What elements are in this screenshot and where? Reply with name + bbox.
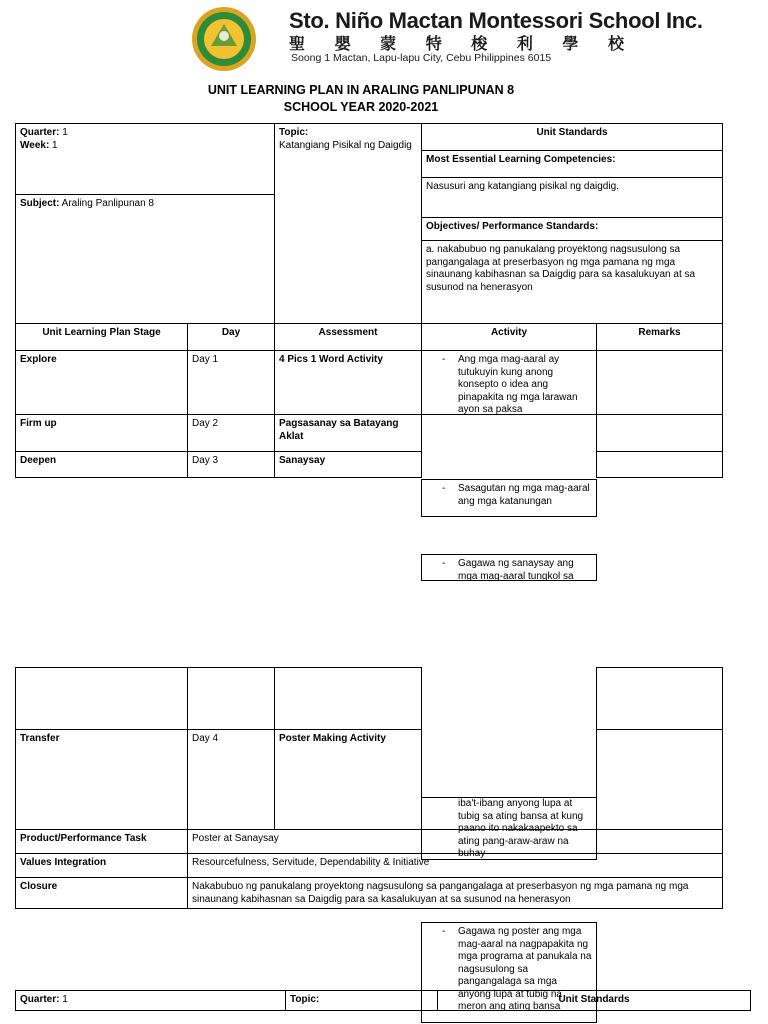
activity-deepen-continued: iba't-ibang anyong lupa at tubig sa ating bansa at kung paano ito nakakaapekto sa ating pang-araw-araw na buhay [421,797,597,860]
remarks-transfer [596,729,723,830]
assessment-transfer: Poster Making Activity [274,729,422,830]
subject-label: Subject: [20,198,60,209]
page3-quarter-cell [15,990,286,1011]
col-header-day: Day [187,323,275,351]
stage-transfer: Transfer [15,729,188,830]
activity-bullet: - [442,558,446,569]
product-label: Product/Performance Task [15,829,188,854]
school-address: Soong 1 Mactan, Lapu-lapu City, Cebu Philippines 6015 [291,52,552,64]
page3-unit-standards: Unit Standards [437,990,751,1011]
school-name: Sto. Niño Mactan Montessori School Inc. [289,8,703,33]
day-4: Day 4 [187,729,275,830]
document-title: UNIT LEARNING PLAN IN ARALING PANLIPUNAN 8 [207,83,515,97]
assessment-explore: 4 Pics 1 Word Activity [274,350,422,415]
subject-value: Araling Panlipunan 8 [59,198,154,209]
activity-deepen [421,554,597,581]
assessment-deepen: Sanaysay [274,451,422,478]
unit-standards-header: Unit Standards [421,123,723,151]
activity-firm-up-text: Sasagutan ng mga mag-aaral ang mga katanungan [458,483,590,507]
page3-quarter-value: 1 [59,994,68,1005]
stage-explore: Explore [15,350,188,415]
col-header-activity: Activity [421,323,597,351]
day-3: Day 3 [187,451,275,478]
remarks-deepen [596,451,723,478]
values-value: Resourcefulness, Servitude, Dependability & Initiative [187,853,723,878]
col-header-assessment: Assessment [274,323,422,351]
quarter-label: Quarter: [20,127,60,138]
activity-bullet: - [442,483,446,494]
assessment-firm-up: Pagsasanay sa Batayang Aklat [274,414,422,452]
stage-firm-up: Firm up [15,414,188,452]
topic-label: Topic: [279,127,309,138]
stage-deepen: Deepen [15,451,188,478]
activity-deepen-text: Gagawa ng sanaysay ang mga mag-aaral tungkol sa [458,558,574,581]
topic-value: Katangiang Pisikal ng Daigdig [279,139,412,151]
activity-bullet: - [442,926,446,937]
objectives-label: Objectives/ Performance Standards: [421,217,723,241]
activity-explore [421,350,597,415]
quarter-value: 1 [59,127,68,138]
subject-cell [15,194,275,324]
continued-day-cell [187,667,275,730]
activity-firm-up [421,479,597,517]
school-seal-logo [191,6,257,72]
col-header-remarks: Remarks [596,323,723,351]
closure-value: Nakabubuo ng panukalang proyektong nagsusulong sa pangangalaga at preserbasyon ng mga pamana ng mga sinaunang kabihasnan sa Daigdig para sa kasalukuyan at sa susunod na henerasyon [187,877,723,909]
activity-bullet: - [442,354,446,365]
product-value: Poster at Sanaysay [187,829,723,854]
page3-topic-label: Topic: [285,990,438,1011]
school-year: SCHOOL YEAR 2020-2021 [283,100,439,114]
day-2: Day 2 [187,414,275,452]
melc-value: Nasusuri ang katangiang pisikal ng daigdig. [421,177,723,218]
continued-stage-cell [15,667,188,730]
col-header-stage: Unit Learning Plan Stage [15,323,188,351]
remarks-explore [596,350,723,415]
remarks-firm-up [596,414,723,452]
continued-assessment-cell [274,667,422,730]
melc-label: Most Essential Learning Competencies: [421,150,723,178]
closure-label: Closure [15,877,188,909]
day-1: Day 1 [187,350,275,415]
activity-explore-text: Ang mga mag-aaral ay tutukuyin kung anong konsepto o idea ang pinapakita ng mga larawan ayon sa paksa [458,354,578,415]
quarter-week-cell [15,123,275,195]
values-label: Values Integration [15,853,188,878]
activity-transfer-text: Gagawa ng poster ang mga mag-aaral na nagpapakita ng mga programa at panukala na nagsusulong sa pangangalaga sa mga anyong lupa at tubig na meron ang ating bansa [458,926,592,1012]
school-chinese-name: 聖 嬰 蒙 特 梭 利 學 校 [289,34,636,53]
page3-quarter-label: Quarter: [20,994,60,1005]
continued-remarks-cell [596,667,723,730]
topic-cell [274,123,422,324]
week-value: 1 [49,139,58,151]
objectives-value: a. nakabubuo ng panukalang proyektong nagsusulong sa pangangalaga at preserbasyon ng mga pamana ng mga sinaunang kabihasnan sa Daigdig para sa kasalukuyan at sa susunod na henerasyon [421,240,723,324]
week-label: Week: [20,139,50,151]
